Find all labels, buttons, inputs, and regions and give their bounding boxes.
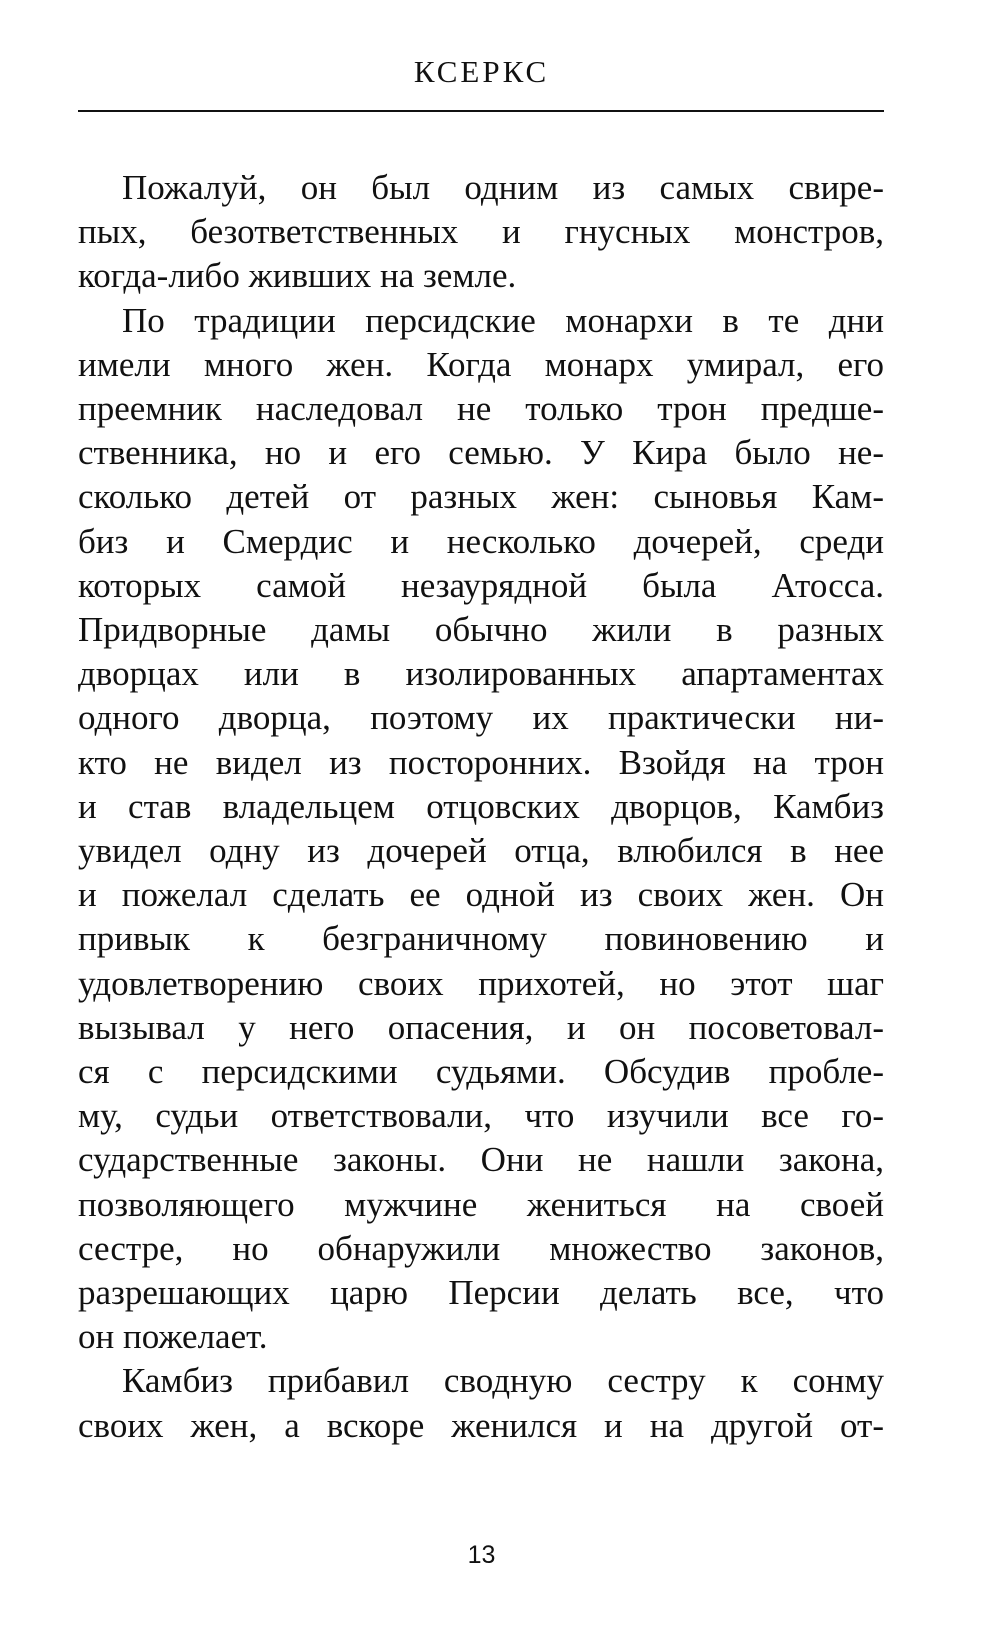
running-head: КСЕРКС	[413, 54, 550, 89]
text-line: одного дворца, поэтому их практически ни-	[78, 698, 884, 738]
text-line: своих жен, а вскоре женился и на другой от-	[78, 1405, 884, 1445]
text-line: сестре, но обнаружили множество законов,	[78, 1228, 884, 1268]
text-line: вызывал у него опасения, и он посоветовал-	[78, 1007, 884, 1047]
text-line: и пожелал сделать ее одной из своих жен. Он	[78, 875, 884, 915]
text-line: имели много жен. Когда монарх умирал, его	[78, 344, 884, 384]
text-line: По традиции персидские монархи в те дни	[122, 300, 884, 340]
text-line: биз и Смердис и несколько дочерей, среди	[78, 521, 884, 561]
text-line: позволяющего мужчине жениться на своей	[78, 1184, 884, 1224]
text-line: сколько детей от разных жен: сыновья Кам-	[78, 477, 884, 517]
text-line: которых самой незаурядной была Атосса.	[78, 565, 884, 605]
text-line: ственника, но и его семью. У Кира было не-	[78, 433, 884, 473]
text-line: пых, безответственных и гнусных монстров,	[78, 212, 884, 252]
text-line: он пожелает.	[78, 1317, 268, 1357]
paragraph	[78, 166, 884, 299]
text-line: увидел одну из дочерей отца, влюбился в нее	[78, 831, 884, 871]
text-line: разрешающих царю Персии делать все, что	[78, 1273, 884, 1313]
text-line: привык к безграничному повиновению и	[78, 919, 884, 959]
text-line: сударственные законы. Они не нашли закона,	[78, 1140, 884, 1180]
text-line: преемник наследовал не только трон предше-	[78, 389, 884, 429]
paragraph	[78, 299, 884, 1360]
header-rule	[78, 110, 884, 112]
text-line: Камбиз прибавил сводную сестру к сонму	[122, 1361, 884, 1401]
text-line: кто не видел из посторонних. Взойдя на трон	[78, 742, 884, 782]
text-line: Пожалуй, он был одним из самых свире-	[122, 168, 884, 207]
text-line: ся с персидскими судьями. Обсудив пробле-	[78, 1052, 884, 1092]
body-text	[78, 166, 884, 1448]
text-line: Придворные дамы обычно жили в разных	[78, 610, 884, 650]
text-line: и став владельцем отцовских дворцов, Камбиз	[78, 786, 884, 826]
text-line: когда-либо живших на земле.	[78, 256, 517, 296]
text-line: удовлетворению своих прихотей, но этот шаг	[78, 963, 884, 1003]
text-line: дворцах или в изолированных апартаментах	[78, 654, 884, 694]
text-line: му, судьи ответствовали, что изучили все го-	[78, 1096, 884, 1136]
paragraph	[78, 1359, 884, 1447]
page-number: 13	[467, 1541, 496, 1569]
